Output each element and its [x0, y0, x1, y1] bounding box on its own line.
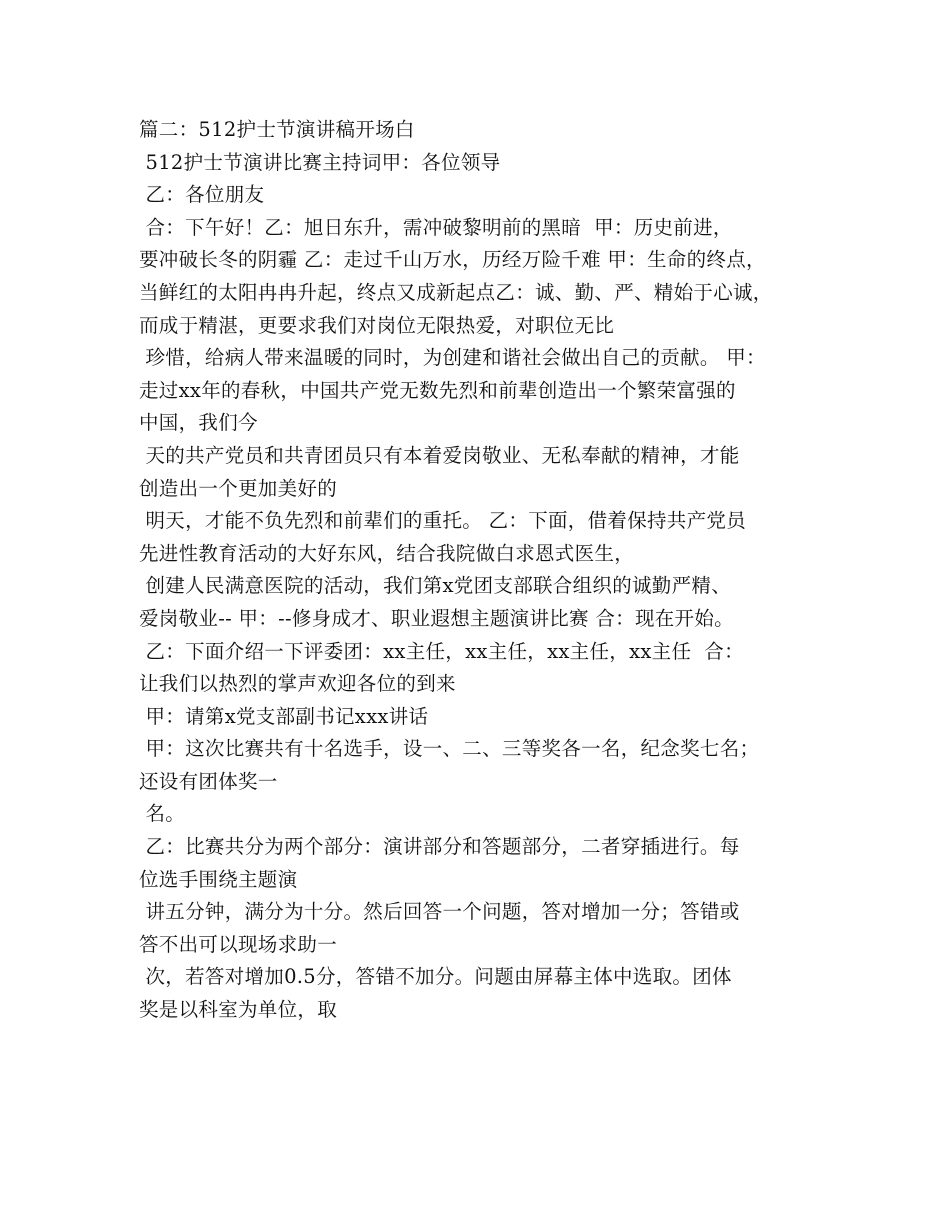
text-line: 天的共产党员和共青团员只有本着爱岗敬业、无私奉献的精神，才能	[139, 443, 740, 467]
text-line: 答不出可以现场求助一	[139, 932, 338, 956]
text-line: 讲五分钟，满分为十分。然后回答一个问题，答对增加一分；答错或	[139, 900, 740, 924]
text-line: 让我们以热烈的掌声欢迎各位的到来	[139, 672, 456, 696]
document-body	[139, 114, 819, 1027]
text-line: 甲：请第x党支部副书记xxx讲话	[139, 704, 429, 728]
text-line: 名。	[139, 802, 186, 826]
text-line: 明天，才能不负先烈和前辈们的重托。 乙：下面，借着保持共产党员	[139, 509, 746, 533]
text-line: 创造出一个更加美好的	[139, 476, 338, 500]
text-line: 走过xx年的春秋，中国共产党无数先烈和前辈创造出一个繁荣富强的	[139, 378, 736, 402]
text-line: 要冲破长冬的阴霾 乙：走过千山万水，历经万险千难 甲：生命的终点，	[139, 248, 766, 272]
text-line: 乙：下面介绍一下评委团：xx主任，xx主任，xx主任，xx主任 合：	[139, 639, 744, 663]
text-line: 合：下午好！乙：旭日东升，需冲破黎明前的黑暗 甲：历史前进，	[139, 215, 733, 239]
text-line: 中国，我们今	[139, 411, 258, 435]
text-line: 位选手围绕主题演	[139, 867, 298, 891]
text-line: 乙：比赛共分为两个部分：演讲部分和答题部分，二者穿插进行。每	[139, 835, 740, 859]
document-title: 篇二：512护士节演讲稿开场白	[139, 118, 415, 141]
text-line: 奖是以科室为单位，取	[139, 998, 338, 1022]
text-line: 先进性教育活动的大好东风，结合我院做白求恩式医生，	[139, 541, 635, 565]
text-line: 甲：这次比赛共有十名选手，设一、二、三等奖各一名，纪念奖七名；	[139, 737, 760, 761]
text-line: 512护士节演讲比赛主持词甲：各位领导	[139, 150, 501, 174]
text-line: 珍惜，给病人带来温暖的同时，为创建和谐社会做出自己的贡献。 甲：	[139, 346, 766, 370]
text-line: 当鲜红的太阳冉冉升起，终点又成新起点乙：诚、勤、严、精始于心诚，	[139, 280, 773, 304]
text-line: 还设有团体奖一	[139, 769, 278, 793]
text-line: 爱岗敬业-- 甲：--修身成才、职业遐想主题演讲比赛 合：现在开始。	[139, 606, 734, 630]
text-line: 而成于精湛，更要求我们对岗位无限热爱，对职位无比	[139, 313, 615, 337]
text-line: 次，若答对增加0.5分，答错不加分。问题由屏幕主体中选取。团体	[139, 965, 732, 989]
text-line: 乙：各位朋友	[139, 183, 265, 207]
text-line: 创建人民满意医院的活动，我们第x党团支部联合组织的诚勤严精、	[139, 574, 731, 598]
